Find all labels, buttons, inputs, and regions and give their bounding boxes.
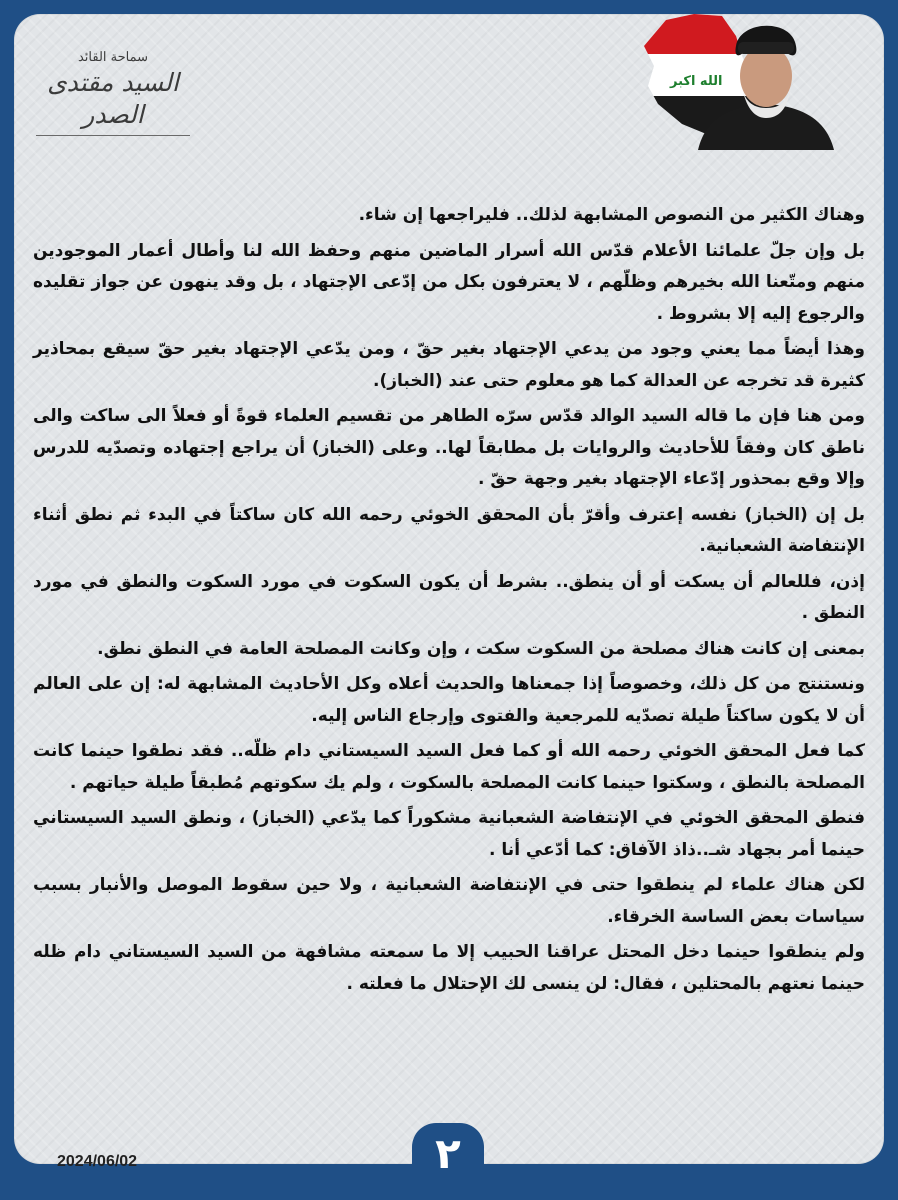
paragraph: فنطق المحقق الخوئي في الإنتفاضة الشعبانية مشكوراً كما يدّعي (الخباز) ، ونطق السيد السيستاني حينما أمر بجهاد شـ..ذاذ الآفاق: كما أدّعي أنا . bbox=[33, 808, 865, 860]
emblem-underline bbox=[36, 135, 190, 136]
flag-text: الله اكبر bbox=[670, 74, 723, 89]
page-number: ٢ bbox=[435, 1129, 461, 1178]
paragraph: ولم ينطقوا حينما دخل المحتل عراقنا الحبيب إلا ما سمعته مشافهة من السيد السيستاني دام ظله حينما نعتهم بالمحتلين ، فقال: لن ينسى لك الإحتلال ما فعلته . bbox=[33, 942, 865, 994]
paragraph: بمعنى إن كانت هناك مصلحة من السكوت سكت ، وإن وكانت المصلحة العامة في النطق نطق. bbox=[97, 638, 865, 659]
paragraph: بل وإن جلّ علمائنا الأعلام قدّس الله أسرار الماضين منهم وحفظ الله لنا وأطال أعمار الموجودين منهم ومتّعنا الله بخيرهم وظلّهم ، لا يعترفون بكل من إدّعى الإجتهاد ، بل وقد ينهون عن جواز تقليده والرجوع إليه إلا بشروط . bbox=[33, 240, 865, 324]
paragraph: بل إن (الخباز) نفسه إعترف وأقرّ بأن المحقق الخوئي رحمه الله كان ساكتاً في البدء ثم نطق أثناء الإنتفاضة الشعبانية. bbox=[33, 504, 865, 556]
paragraph: كما فعل المحقق الخوئي رحمه الله أو كما فعل السيد السيستاني دام ظلّه.. فقد نطقوا حينما كانت المصلحة بالنطق ، وسكتوا حينما كانت المصلحة بالسكوت ، ولم يك سكوتهم مُطبقاً طيلة حياتهم . bbox=[33, 741, 865, 793]
paragraph: ونستنتج من كل ذلك، وخصوصاً إذا جمعناها والحديث أعلاه وكل الأحاديث المشابهة له: إن على العالم أن لا يكون ساكتاً طيلة تصدّيه للمرجعية والفتوى وإرجاع الناس إليه. bbox=[33, 674, 865, 726]
header bbox=[0, 0, 898, 190]
paragraph: ومن هنا فإن ما قاله السيد الوالد قدّس سرّه الطاهر من تقسيم العلماء قوةً أو فعلاً الى ساكت والى ناطق كان وفقاً للأحاديث والروايات بل مطابقاً لها.. وعلى (الخباز) أن يراجع إجتهاده وتصدّيه للدرس وإلا وقع بمحذور إدّعاء الإجتهاد بغير وجهة حقّ . bbox=[33, 406, 865, 489]
portrait-with-iraq-map bbox=[636, 6, 836, 150]
footer-date: 2024/06/02 bbox=[57, 1153, 138, 1170]
article-body bbox=[33, 200, 865, 1004]
emblem-name: السيد مقتدى الصدر bbox=[47, 68, 179, 129]
paragraph: وهذا أيضاً مما يعني وجود من يدعي الإجتهاد بغير حقّ ، ومن يدّعي الإجتهاد بغير حقّ سيقع بمحاذير كثيرة قد تخرجه عن العدالة كما هو معلوم حتى عند (الخباز). bbox=[33, 339, 865, 391]
paragraph: إذن، فللعالم أن يسكت أو أن ينطق.. بشرط أن يكون السكوت في مورد السكوت والنطق في مورد النطق . bbox=[33, 571, 865, 623]
emblem-title: سماحة القائد bbox=[77, 50, 149, 65]
paragraph: لكن هناك علماء لم ينطقوا حتى في الإنتفاضة الشعبانية ، ولا حين سقوط الموصل والأنبار بسبب سياسات بعض الساسة الخرقاء. bbox=[33, 875, 865, 927]
page-number-badge bbox=[412, 1123, 484, 1200]
paragraph: وهناك الكثير من النصوص المشابهة لذلك.. فليراجعها إن شاء. bbox=[358, 205, 865, 225]
calligraphy-emblem bbox=[28, 50, 198, 140]
